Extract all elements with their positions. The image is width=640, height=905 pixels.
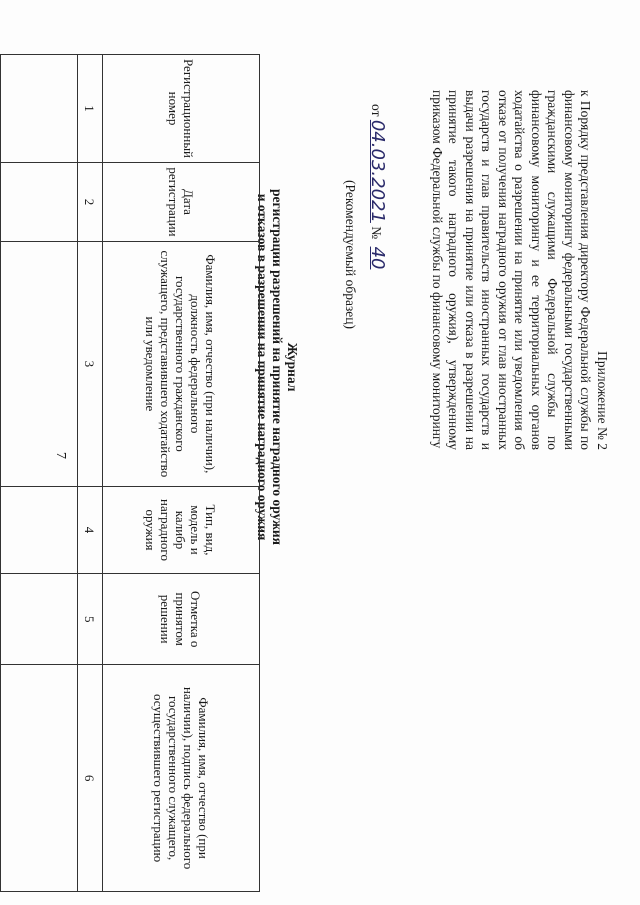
column-number: 6 — [78, 665, 103, 892]
journal-heading — [255, 107, 300, 627]
approval-prefix: от — [369, 104, 384, 117]
appendix-text: к Порядку представления директору Федеральной службы по финансовому мониторингу федеральными государственными гражданскими служащими Федеральной службы по финансовому мониторингу и ее территориальных органов ходатайства о разрешении на принятие или уведомления об отказе от получения наградного оружия от глав иностранных государств и глав правительств иностранных государств и выдачи разрешения на принятие или отказа в разрешении на принятие такого наградного оружия), утвержденному приказом Федеральной службы по финансовому мониторингу — [430, 90, 594, 450]
journal-subtitle-2: и отказов в разрешении на принятие наградного оружия — [255, 193, 270, 541]
header-weapon-type: Тип, вид, модель и калибр наградного оружия — [103, 486, 260, 573]
column-number: 3 — [78, 241, 103, 486]
empty-cell — [1, 55, 78, 163]
header-registrar-info: Фамилия, имя, отчество (при наличии), подпись федерального государственного служащего, осуществившего регистрацию — [103, 665, 260, 892]
table-number-row — [78, 55, 103, 892]
column-number: 5 — [78, 574, 103, 665]
approval-number-sign: № — [369, 226, 384, 240]
table-row — [1, 55, 78, 892]
journal-title: Журнал — [285, 342, 300, 392]
journal-subtitle-1: регистрации разрешений на принятие наградного оружия — [270, 189, 285, 545]
header-employee-info: Фамилия, имя, отчество (при наличии), должность федерального государственного гражданского служащего, представившего ходатайство или уведомление — [103, 241, 260, 486]
column-number: 4 — [78, 486, 103, 573]
approval-number: 40 — [367, 246, 388, 270]
rotated-content — [20, 12, 620, 892]
header-registration-number: Регистрационный номер — [103, 55, 260, 163]
empty-cell — [1, 486, 78, 573]
empty-cell — [1, 241, 78, 486]
column-number: 1 — [78, 55, 103, 163]
page-number: 7 — [53, 452, 68, 459]
header-registration-date: Дата регистрации — [103, 163, 260, 242]
recommended-sample-note: (Рекомендуемый образец) — [343, 180, 358, 329]
empty-cell — [1, 665, 78, 892]
empty-cell — [1, 574, 78, 665]
table-header-row — [103, 55, 260, 892]
appendix-block — [429, 90, 611, 450]
empty-cell — [1, 163, 78, 242]
approval-line — [367, 104, 388, 269]
appendix-title: Приложение № 2 — [595, 351, 610, 450]
journal-table — [0, 54, 260, 892]
column-number: 2 — [78, 163, 103, 242]
approval-date: 04.03.2021 — [367, 119, 388, 223]
header-decision-mark: Отметка о принятом решении — [103, 574, 260, 665]
